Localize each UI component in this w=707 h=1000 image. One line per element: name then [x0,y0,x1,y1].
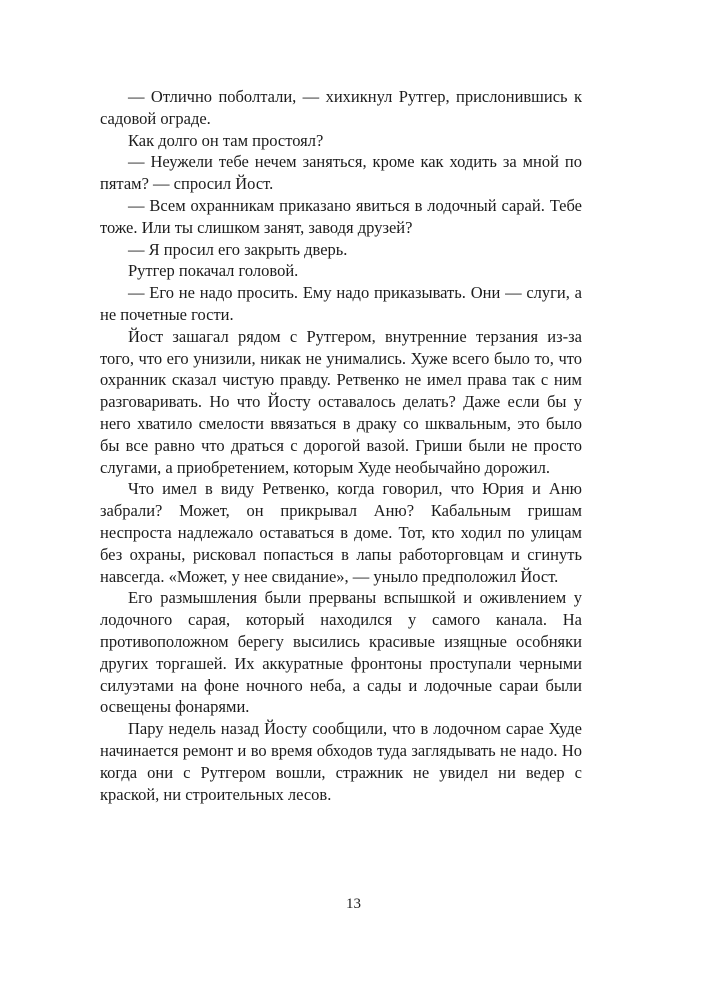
body-text [100,86,582,805]
paragraph: Что имел в виду Ретвенко, когда говорил, что Юрия и Аню забрали? Может, он прикрывал Аню? Кабальным гришам неспроста надлежало оставаться в доме. Тот, кто ходил по улицам без охраны, рисковал попасться в лапы работорговцам и сгинуть навсегда. «Может, у нее свидание», — уныло предположил Йост. [100,479,582,586]
paragraph: — Его не надо просить. Ему надо приказывать. Они — слуги, а не почетные гости. [100,283,582,324]
paragraph: — Я просил его закрыть дверь. [128,239,348,259]
paragraph: Рутгер покачал головой. [128,261,299,281]
page-number: 13 [346,896,361,912]
paragraph: Йост зашагал рядом с Рутгером, внутренние терзания из-за того, что его унизили, никак не унимались. Хуже всего было то, что охранник сказал чистую правду. Ретвенко не имел права так с ним разговаривать. Но что Йосту оставалось делать? Даже если бы у него хватило смелости ввязаться в драку со шквальным, это было бы все равно что драться с дорогой вазой. Гриши были не просто слугами, а приобретением, которым Худе необычайно дорожил. [100,326,582,477]
paragraph: — Неужели тебе нечем заняться, кроме как ходить за мной по пятам? — спросил Йост. [100,152,582,194]
paragraph: Его размышления были прерваны вспышкой и оживлением у лодочного сарая, который находился у самого канала. На противоположном берегу высились красивые изящные особняки других торгашей. Их аккуратные фронтоны проступали черными силуэтами на фоне ночного неба, а сады и лодочные сараи были освещены фонарями. [100,588,582,717]
paragraph: Как долго он там простоял? [128,130,324,150]
paragraph: Пару недель назад Йосту сообщили, что в лодочном сарае Худе начинается ремонт и во время обходов туда заглядывать не надо. Но когда они с Рутгером вошли, стражник не увидел ни ведер с краской, ни строительных лесов. [100,719,582,804]
paragraph: — Всем охранникам приказано явиться в лодочный сарай. Тебе тоже. Или ты слишком занят, заводя друзей? [100,195,582,237]
paragraph: — Отлично поболтали, — хихикнул Рутгер, прислонившись к садовой ограде. [100,87,582,128]
